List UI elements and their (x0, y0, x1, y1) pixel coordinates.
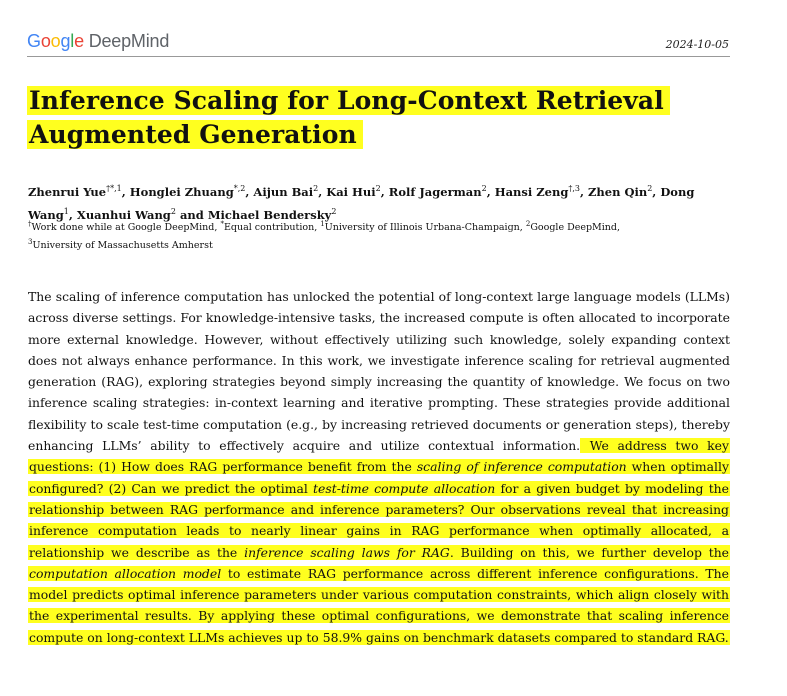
author: Zhen Qin (588, 184, 648, 199)
abstract (28, 286, 730, 648)
affiliations: †Work done while at Google DeepMind, *Equal contribution, $^1$University of Illinois Urbana-Champaign, $^2$Google DeepMind, $^3$University of Massachusetts Amherst (28, 220, 621, 252)
author: Rolf Jagerman (388, 184, 482, 199)
abstract-highlight: We address two key questions: (1) How does RAG performance benefit from the scaling of inference computation when optimally configured? (2) Can we predict the optimal test-time compute allocation for a given budget by modeling the relationship between RAG performance and inference parameters? Our observations reveal that increasing inference computation leads to nearly linear gains in RAG performance when optimally allocated, a relationship we describe as the inference scaling laws for RAG. Building on this, we further develop the computation allocation model to estimate RAG performance across different inference configurations. The model predicts optimal inference parameters under various computation constraints, which align closely with the experimental results. By applying these optimal configurations, we demonstrate that scaling inference compute on long-context LLMs achieves up to 58.9% gains on benchmark datasets compared to standard RAG. (29, 438, 730, 645)
author: Kai Hui (326, 184, 376, 199)
affiliation-2: Google DeepMind, (530, 222, 621, 234)
author: Honglei Zhuang (129, 184, 234, 199)
abstract-plain: The scaling of inference computation has unlocked the potential of long-context large language models (LLMs) across diverse settings. For knowledge-intensive tasks, the increased compute is often allocated to incorporate more external knowledge. However, without effectively utilizing such knowledge, solely expanding context does not always enhance performance. In this work, we investigate inference scaling for retrieval augmented generation (RAG), exploring strategies beyond simply increasing the quantity of knowledge. We focus on two inference scaling strategies: in-context learning and iterative prompting. These strategies provide additional flexibility to scale test-time computation (e.g., by increasing retrieved documents or generation steps), thereby enhancing LLMs’ ability to effectively acquire and utilize contextual information. (28, 289, 730, 454)
author: Zhenrui Yue (28, 184, 107, 199)
work-note: Work done while at Google DeepMind, (31, 222, 221, 234)
paper-title (27, 84, 747, 152)
author: Aijun Bai (253, 184, 314, 199)
title-text: Inference Scaling for Long-Context Retrieval Augmented Generation (27, 86, 670, 149)
affiliation-1: University of Illinois Urbana-Champaign, (324, 222, 526, 234)
header-rule (27, 56, 730, 57)
author-list: Zhenrui Yue$^{\dagger*,1}$, Honglei Zhuang$^{*,2}$, Aijun Bai$^2$, Kai Hui$^2$, Rolf Jagerman$^2$, Hansi Zeng$^{\dagger,3}$, Zhen Qin$^2$, Dong Wang$^1$, Xuanhui Wang$^2$ and Michael Bendersky$^2$ (28, 184, 695, 222)
author: Xuanhui Wang (76, 207, 171, 222)
google-deepmind-logo: Google DeepMind (27, 31, 170, 51)
author: Michael Bendersky (207, 207, 332, 222)
affiliation-3: University of Massachusetts Amherst (32, 240, 213, 252)
paper-date: 2024-10-05 (665, 38, 729, 51)
author: Dong Wang (28, 184, 695, 222)
equal-note: Equal contribution, (223, 222, 321, 234)
author: Hansi Zeng (494, 184, 569, 199)
